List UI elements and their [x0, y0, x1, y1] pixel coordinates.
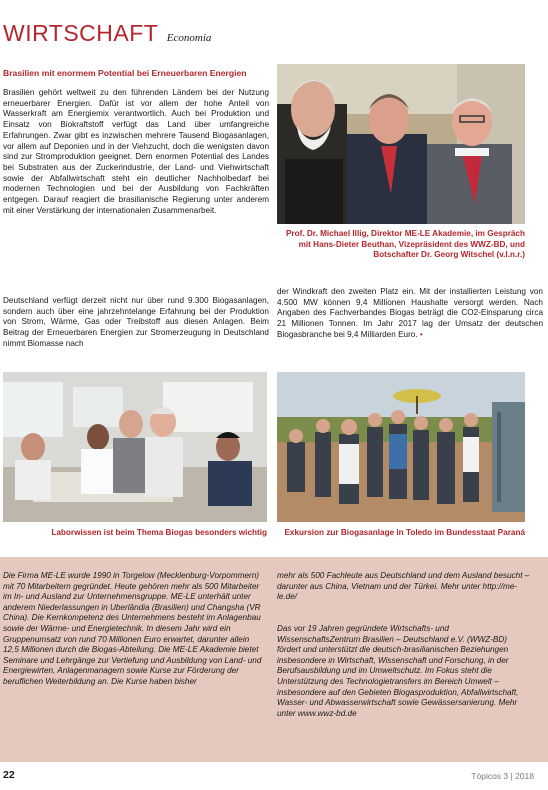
article-column-left-bottom [3, 296, 269, 350]
photo-laboratory [3, 372, 267, 522]
page-number: 22 [3, 769, 15, 781]
caption-laboratory: Laborwissen ist beim Thema Biogas besonders wichtig [51, 528, 267, 537]
info-box-right-bottom [277, 624, 531, 719]
photo-meeting [277, 64, 525, 224]
article-paragraph-3: der Windkraft den zweiten Platz ein. Mit der installierten Leistung von 4.500 MW können 9,4 Millionen Haushalte versorgt werden. Nach Angaben des Fachverbandes Biogas beträgt die CO2-Einsparung circa 21 Millionen Tonnen. Im Jahr 2017 lag der Umsatz der deutschen Biogasbranche bei 9,4 Milliarden Euro. • [277, 287, 543, 339]
article-column-right [277, 287, 543, 341]
article-paragraph-2: Deutschland verfügt derzeit nicht nur über rund 9.300 Biogasanlagen, sondern auch über eine jahrzehntelange Erfahrung bei der Produktion von Strom, Wärme, Gas oder Treibstoff aus diesen Anlagen. Beim Beitrag der Erneuerbaren Energien zur Stromerzeugung in Deutschland nimmt Biomasse nach [3, 296, 269, 348]
info-box-left [3, 571, 267, 688]
info-text-me-le-continued: mehr als 500 Fachleute aus Deutschland und dem Ausland besucht – darunter aus China, Vietnam und der Türkei. Mehr unter http://me-le.de/ [277, 571, 530, 602]
section-header [3, 20, 211, 47]
article-column-left-top [3, 88, 269, 216]
magazine-issue: Tópicos 3 | 2018 [471, 771, 534, 781]
caption-meeting: Prof. Dr. Michael Illig, Direktor ME-LE Akademie, im Gespräch mit Hans-Dieter Beuthan, Vizepräsident des WWZ-BD, und Botschafter Dr. Georg Witschel (v.l.n.r.) [285, 229, 525, 259]
info-box-right-top [277, 571, 531, 603]
article-paragraph-1: Brasilien gehört weltweit zu den führenden Ländern bei der Nutzung erneuerbarer Energien. Dafür ist vor allem der hohe Anteil von Wasserkraft am Energiemix verantwortlich. Auch bei Produktion und Einsatz von Biokraftstoff verfügt das Land über umfangreiche Erfahrungen. Zwar gibt es inzwischen mehrere Tausend Biogasanlagen, vor allem auf Deponien und in der Viehzucht, doch die wenigsten davon sind zur Stromproduktion geeignet. Dem enormen Potential des Landes bei Substraten aus der Zuckerindustrie, der Land- und Viehwirtschaft sowie der Abfallwirtschaft steht ein deutlicher Nachholbedarf bei modernen Technologien und bei der Ausbildung von Fachkräften entgegen. Darauf reagiert die brasilianische Regierung unter anderem mit einer Verstärkung der internationalen Zusammenarbeit. [3, 88, 269, 215]
info-text-wwz-bd: Das vor 19 Jahren gegründete Wirtschafts- und WissenschaftsZentrum Brasilien – Deutschland e.V. (WWZ-BD) fördert und unterstützt die deutsch-brasilianischen Beziehungen insbesondere in Wirtschaft, Wissenschaft und Forschung, in der Berufsausbildung und im Umweltschutz. Im Fokus steht die Unterstützung des Technologietransfers im Bereich Umwelt – insbesondere auf den Gebieten Biogasproduktion, Abfallwirtschaft, Wasser- und Abwasserwirtschaft sowie Gewässersanierung. Mehr unter www.wwz-bd.de [277, 624, 519, 718]
info-text-me-le: Die Firma ME-LE wurde 1990 in Torgelow (Mecklenburg-Vorpommern) mit 70 Mitarbeitern gegründet. Heute gehören mehr als 500 Mitarbeiter im In- und Ausland zur Unternehmensgruppe. ME-LE unterhält unter anderem Niederlassungen in Uberlândia (Brasilien) und Changsha (VR China). Die Kernkompetenz des Unternehmens besteht im Anlagenbau sowie der Wärme- und Energietechnik. In diesem Jahr wird ein Gruppenumsatz von rund 70 Millionen Euro erwartet, darunter allein 12,5 Millionen durch die Biogas-Abteilung. Die ME-LE Akademie bietet Seminare und Lehrgänge zur Vertiefung und Ausbildung von Land- und Energiewirten, Anlagenmanagern sowie Kurse zur Förderung der beruflichen Weiterbildung an. Die Kurse haben bisher [3, 571, 262, 686]
caption-excursion: Exkursion zur Biogasanlage in Toledo im Bundesstaat Paraná [284, 528, 525, 537]
photo-excursion [277, 372, 525, 522]
section-title: WIRTSCHAFT [3, 20, 159, 46]
article-headline: Brasilien mit enormem Potential bei Erneuerbaren Energien [3, 68, 247, 78]
article-end-mark: • [419, 329, 423, 339]
section-subtitle: Economia [166, 32, 212, 44]
